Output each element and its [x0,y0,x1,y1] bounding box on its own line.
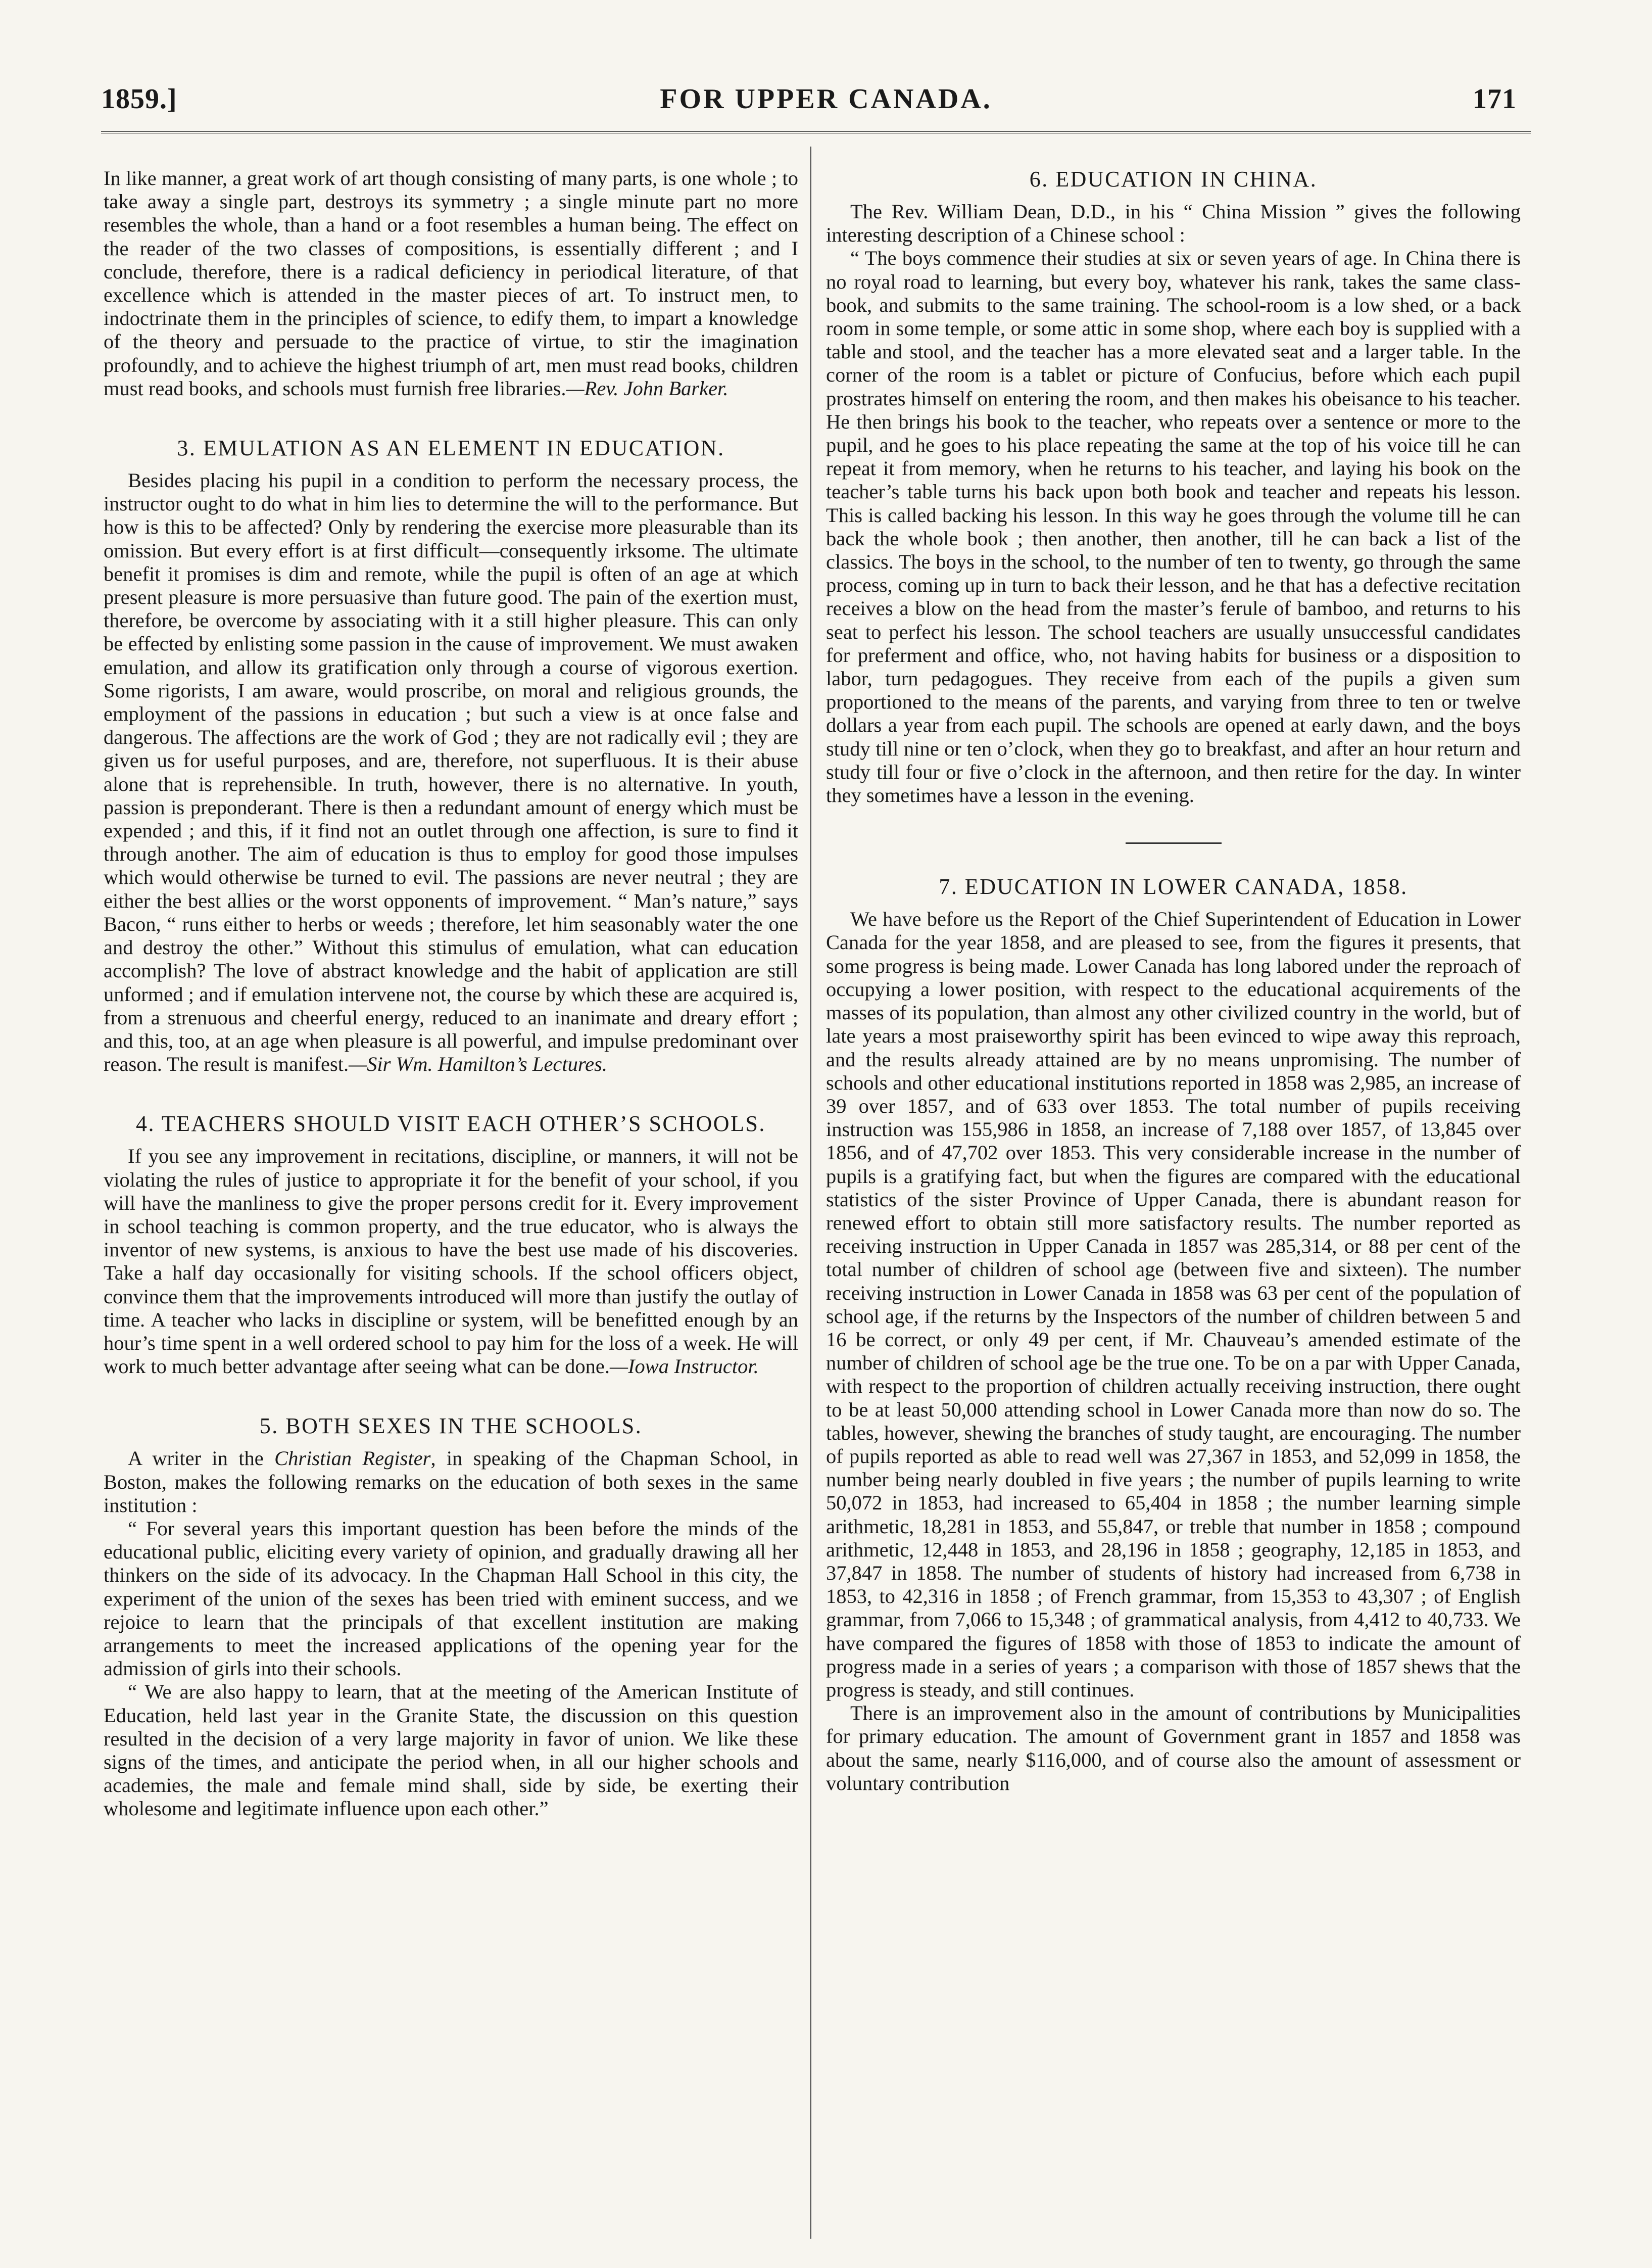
section-6-para-2: “ The boys commence their studies at six or seven years of age. In China there is no royal road to learning, but every boy, whatever his rank, takes the same class-book, and submits to the same training. The school-room is a low shed, or a back room in some temple, or some attic in some shop, where each boy is supplied with a table and stool, and the teacher has a more elevated seat and a larger table. In the corner of the room is a tablet or picture of Confucius, before which each pupil prostrates himself on entering the room, and then makes his obeisance to his teacher. He then brings his book to the teacher, who repeats over a sentence or more to the pupil, and he goes to his place repeating the same at the top of his voice till he can repeat it from memory, when he returns to his teacher, and laying his book on the teacher’s table turns his back upon both book and teacher and repeats his lesson. This is called backing his lesson. In this way he goes through the volume till he can back the whole book ; then another, then another, till he can back a list of the classics. The boys in the school, to the number of ten to twenty, go through the same process, coming up in turn to back their lesson, and he that has a defective recitation receives a blow on the head from the master’s ferule of bamboo, and returns to his seat to perfect his lesson. The school teachers are usually unsuccessful candidates for preferment and office, who, not having habits for business or a disposition to labor, turn pedagogues. They receive from each of the pupils a given sum proportioned to the means of the parents, and varying from three to ten or twelve dollars a year from each pupil. The schools are opened at early dawn, and the boys study till nine or ten o’clock, when they go to breakfast, and after an hour return and study till four or five o’clock in the afternoon, and then retire for the day. In winter they sometimes have a lesson in the evening. [826,247,1521,807]
section-6-para-1: The Rev. William Dean, D.D., in his “ China Mission ” gives the following interesting description of a Chinese school : [826,200,1521,247]
section-3-title: 3. EMULATION AS AN ELEMENT IN EDUCATION. [177,436,725,461]
intro-paragraph [104,167,798,400]
header-rule [101,131,1531,133]
section-7-para-1: We have before us the Report of the Chief Superintendent of Education in Lower Canada for the year 1858, and are pleased to see, from the figures it presents, that some progress is being made. Lower Canada has long labored under the reproach of occupying a lower position, with respect to the educational acquirements of the masses of its population, than almost any other civilized country in the world, but of late years a most praiseworthy spirit has been evinced to wipe away this reproach, and the results already attained are by no means unpromising. The number of schools and other educational institutions reported in 1858 was 2,985, an increase of 39 over 1857, and of 633 over 1853. The total number of pupils receiving instruction was 155,986 in 1858, an increase of 7,188 over 1857, of 13,845 over 1856, and of 47,702 over 1853. This very considerable increase in the number of pupils is a gratifying fact, but when the figures are compared with the educational statistics of the sister Province of Upper Canada, there is abundant reason for renewed effort to obtain still more satisfactory results. The number reported as receiving instruction in Upper Canada in 1857 was 285,314, or 88 per cent of the total number of children of school age (between five and sixteen). The number receiving instruction in Lower Canada in 1858 was 63 per cent of the population of school age, if the returns by the Inspectors of the number of children between 5 and 16 be correct, or only 49 per cent, if Mr. Chauveau’s amended estimate of the number of children of school age be the true one. To be on a par with Upper Canada, with respect to the proportion of children actually receiving instruction, there ought to be at least 50,000 attending school in Lower Canada more than now do so. The tables, however, shewing the branches of study taught, are encouraging. The number of pupils reported as able to read well was 27,367 in 1853, and 52,099 in 1858, the number being nearly doubled in five years ; the number of pupils learning to write 50,072 in 1853, had increased to 65,404 in 1858 ; the number learning simple arithmetic, 18,281 in 1853, and 55,847, or treble that number in 1858 ; compound arithmetic, 12,448 in 1853, and 28,196 in 1858 ; geography, 12,185 in 1853, and 37,847 in 1858. The number of students of history had increased from 6,738 in 1853, to 42,316 in 1858 ; of French grammar, from 15,353 to 43,307 ; of English grammar, from 7,066 to 15,348 ; of grammatical analysis, from 4,412 to 40,733. We have compared the figures of 1858 with those of 1853 to indicate the amount of progress made in a series of years ; a comparison with those of 1857 shews that the progress is steady, and still continues. [826,908,1521,1701]
left-column [104,167,798,1821]
section-4-body [104,1145,798,1378]
section-3-body [104,469,798,1076]
section-7-para-2: There is an improvement also in the amount of contributions by Municipalities for primary education. The amount of Government grant in 1857 and 1858 was about the same, nearly $116,000, and of course also the amount of assessment or voluntary contribution [826,1702,1521,1794]
section-5-para-2: “ For several years this important question has been before the minds of the educational public, eliciting every variety of opinion, and gradually drawing all her thinkers on the side of its advocacy. In the Chapman Hall School in this city, the experiment of the union of the sexes has been tried with eminent success, and we rejoice to learn that the principals of that excellent institution are making arrangements to meet the increased applications of the opening year for the admission of girls into their schools. [104,1517,798,1680]
section-separator [1126,842,1222,844]
section-5-para-1-post: , in speaking of the Chapman School, in Boston, makes the following remarks on the education of both sexes in the same institution : [104,1447,798,1517]
section-5-para-3: “ We are also happy to learn, that at the meeting of the American Institute of Education, held last year in the Granite State, the discussion on this question resulted in the decision of a very large majority in favor of union. We like these signs of the times, and anticipate the period when, in all our higher schools and academies, the male and female mind shall, side by side, be exerting their wholesome and legitimate influence upon each other.” [104,1680,798,1820]
column-divider [810,147,811,2239]
header-year: 1859.] [101,83,177,115]
header-title: FOR UPPER CANADA. [660,83,992,115]
publication-name: Christian Register [274,1447,431,1470]
section-7-title: 7. EDUCATION IN LOWER CANADA, 1858. [939,874,1408,900]
section-3-text: Besides placing his pupil in a condition to perform the necessary process, the instructor ought to do what in him lies to determine the will to the performance. But how is this to be affected? Only by rendering the exercise more pleasurable than its omission. But every effort is at first difficult—consequently irksome. The ultimate benefit it promises is dim and remote, while the pupil is often of an age at which present pleasure is more persuasive than future good. The pain of the exertion must, therefore, be overcome by associating with it a still higher pleasure. This can only be effected by enlisting some passion in the cause of improvement. We must awaken emulation, and allow its gratification only through a course of vigorous exertion. Some rigorists, I am aware, would proscribe, on moral and religious grounds, the employment of the passions in education ; but such a view is at once false and dangerous. The affections are the work of God ; they are not radically evil ; they are given us for useful purposes, and are, therefore, not superfluous. It is their abuse alone that is reprehensible. In truth, however, there is no alternative. In youth, passion is preponderant. There is then a redundant amount of energy which must be expended ; and this, if it find not an outlet through one affection, is sure to find it through another. The aim of education is thus to employ for good those impulses which would otherwise be turned to evil. The passions are never neutral ; they are either the best allies or the worst opponents of improvement. “ Man’s nature,” says Bacon, “ runs either to herbs or weeds ; therefore, let him seasonably water the one and destroy the other.” Without this stimulus of emulation, what can education accomplish? The love of abstract knowledge and the habit of application are still unformed ; and if emulation intervene not, the course by which these are acquired is, from a strenuous and cheerful energy, reduced to an inanimate and dreary effort ; and this, too, at an age when pleasure is all powerful, and impulse predominant over reason. The result is manifest. [104,469,798,1076]
section-4-text: If you see any improvement in recitations, discipline, or manners, it will not be violating the rules of justice to appropriate it for the benefit of your school, if you will have the manliness to give the proper persons credit for it. Every improvement in school teaching is common property, and the true educator, who is always the inventor of new systems, is anxious to have the best use made of his discoveries. Take a half day occasionally for visiting schools. If the school officers object, convince them that the improvements introduced will more than justify the outlay of time. A teacher who lacks in discipline or system, will be benefitted enough by an hour’s time spent in a well ordered school to pay him for the loss of a week. He will work to much better advantage after seeing what can be done. [104,1145,798,1378]
intro-byline: —Rev. John Barker. [566,376,728,400]
intro-text: In like manner, a great work of art though consisting of many parts, is one whole ; to take away a single part, destroys its symmetry ; a single minute part no more resembles the whole, than a hand or a foot resembles a human being. The effect on the reader of the two classes of compositions, is essentially different ; and I conclude, therefore, there is a radical deficiency in periodical literature, of that excellence which is attended in the master pieces of art. To instruct men, to indoctrinate them in the principles of science, to edify them, to impart a knowledge of the theory and persuade to the practice of virtue, to stir the imagination profoundly, and to achieve the highest triumph of art, men must read books, children must read books, and schools must furnish free libraries. [104,167,798,400]
page-number: 171 [1473,83,1517,115]
section-6-title: 6. EDUCATION IN CHINA. [1029,167,1318,192]
section-4-title: 4. TEACHERS SHOULD VISIT EACH OTHER’S SCHOOLS. [136,1111,766,1137]
section-4-byline: —Iowa Instructor. [609,1355,759,1378]
section-5-para-1-pre: A writer in the [128,1447,275,1470]
right-column [826,167,1521,1795]
section-5-para-1 [104,1447,798,1517]
section-5-title: 5. BOTH SEXES IN THE SCHOOLS. [259,1413,643,1439]
section-3-byline: —Sir Wm. Hamilton’s Lectures. [349,1053,608,1076]
